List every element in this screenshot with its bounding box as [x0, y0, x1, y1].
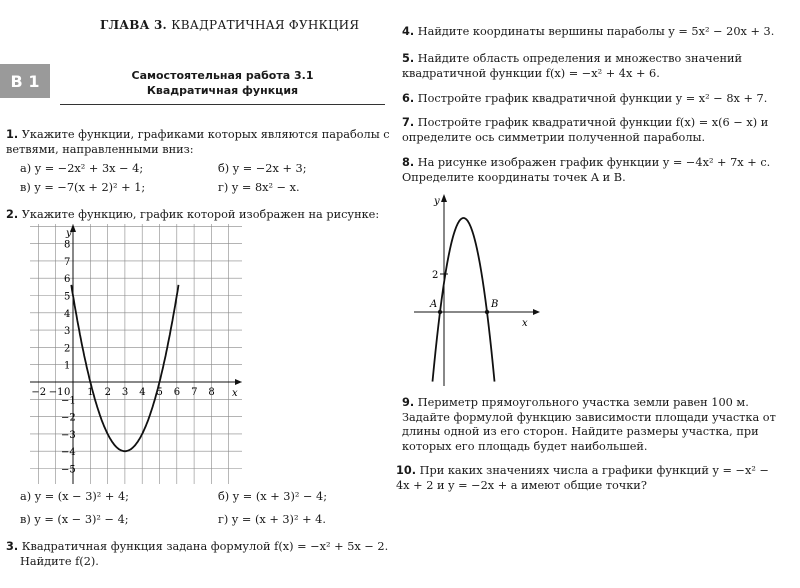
- x-axis-arrow: [235, 379, 242, 385]
- x-axis-label: x: [522, 318, 528, 329]
- y-axis-label: y: [66, 228, 72, 239]
- chapter-name: КВАДРАТИЧНАЯ ФУНКЦИЯ: [171, 18, 360, 32]
- y-tick-label: 5: [64, 291, 71, 303]
- y-tick-label: −4: [61, 447, 76, 459]
- question-text: На рисунке изображен график функции y = −4x² + 7x + c. Определите координаты точек A и B.: [402, 156, 771, 184]
- question-text: Найдите координаты вершины параболы y = 5x² − 20x + 3.: [417, 25, 775, 38]
- point-a-label: A: [430, 299, 438, 310]
- question-number: 9.: [402, 396, 415, 409]
- x-tick-label: 4: [139, 387, 146, 398]
- q2-option-d: г) y = (x + 3)² + 4.: [218, 513, 326, 526]
- chapter-header: [100, 18, 359, 32]
- question-8: [402, 156, 782, 185]
- x-tick-label: −1: [48, 387, 64, 398]
- y-tick-label: 7: [64, 256, 71, 268]
- question-number: 8.: [402, 156, 415, 169]
- question-10: [396, 464, 782, 493]
- question-number: 3.: [6, 540, 19, 553]
- x-tick-label: 7: [191, 387, 198, 398]
- question-text: Постройте график квадратичной функции y = x² − 8x + 7.: [417, 92, 768, 105]
- question-3: [6, 540, 391, 569]
- q1-option-d: г) y = 8x² − x.: [218, 181, 300, 194]
- question-number: 2.: [6, 208, 19, 221]
- question-1: [6, 128, 391, 157]
- q1-option-a: а) y = −2x² + 3x − 4;: [20, 162, 144, 175]
- y-tick-label: 3: [64, 326, 71, 338]
- q1-option-c: в) y = −7(x + 2)² + 1;: [20, 181, 146, 194]
- x-tick-label: 0: [64, 387, 71, 398]
- question-text-continued: Найдите f(2).: [20, 554, 99, 568]
- graph-parabola-upward: [30, 224, 242, 484]
- q1-option-b: б) y = −2x + 3;: [218, 162, 307, 175]
- point-b: [485, 310, 489, 314]
- x-tick-label: 5: [156, 387, 163, 398]
- question-number: 1.: [6, 128, 19, 141]
- question-number: 10.: [396, 464, 417, 477]
- question-text: Найдите область определения и множество значений квадратичной функции f(x) = −x² + 4x + 6.: [402, 52, 743, 80]
- question-number: 5.: [402, 52, 415, 65]
- q2-option-c: в) y = (x − 3)² − 4;: [20, 513, 129, 526]
- question-text: При каких значениях числа a графики функций y = −x² − 4x + 2 и y = −2x + a имеют общие точки?: [396, 464, 769, 492]
- question-number: 6.: [402, 92, 415, 105]
- y-axis-label: y: [434, 196, 440, 207]
- work-title-block: [60, 68, 385, 98]
- point-a: [438, 310, 442, 314]
- y-tick-label: 8: [64, 239, 71, 251]
- y-tick-label: −1: [61, 395, 76, 407]
- q2-option-a: а) y = (x − 3)² + 4;: [20, 490, 129, 503]
- x-axis-label: x: [232, 388, 238, 399]
- q2-option-b: б) y = (x + 3)² − 4;: [218, 490, 328, 503]
- x-axis-arrow: [533, 309, 540, 315]
- work-title: Самостоятельная работа 3.1: [131, 69, 314, 82]
- question-2: [6, 208, 391, 223]
- x-tick-label: 6: [173, 387, 181, 398]
- question-9: [402, 396, 782, 454]
- parabola-curve: [433, 218, 495, 382]
- graph-parabola-downward: [410, 190, 540, 386]
- question-4: [402, 25, 792, 40]
- question-text: Укажите функции, графиками которых являются параболы с ветвями, направленными вниз:: [6, 128, 390, 156]
- y-tick-label: −3: [61, 429, 76, 441]
- question-7: [402, 116, 782, 145]
- work-subtitle: Квадратичная функция: [146, 84, 299, 97]
- y-tick-label: 1: [64, 360, 71, 372]
- question-5: [402, 52, 782, 81]
- question-text: Квадратичная функция задана формулой f(x) = −x² + 5x − 2.: [21, 540, 389, 553]
- y-tick-label: 4: [64, 308, 71, 320]
- header-divider: [60, 104, 385, 105]
- question-number: 4.: [402, 25, 415, 38]
- question-text: Укажите функцию, график которой изображен на рисунке:: [21, 208, 380, 221]
- question-text: Периметр прямоугольного участка земли равен 100 м. Задайте формулой функцию зависимости площади участка от длины одной из его сторон. Найдите размеры участка, при которых его площадь будет наибольшей.: [402, 396, 776, 453]
- y-tick-label: 2: [432, 270, 439, 281]
- x-tick-label: 3: [121, 387, 129, 398]
- y-axis-arrow: [441, 194, 447, 202]
- variant-badge: В 1: [0, 64, 50, 98]
- question-number: 7.: [402, 116, 415, 129]
- y-tick-label: −2: [61, 412, 76, 424]
- chapter-prefix: ГЛАВА 3.: [100, 18, 167, 32]
- x-tick-label: −2: [31, 387, 47, 398]
- point-b-label: B: [491, 299, 499, 310]
- y-tick-label: 6: [64, 274, 71, 286]
- x-tick-label: 2: [104, 387, 111, 398]
- y-tick-label: −5: [61, 464, 76, 476]
- question-text: Постройте график квадратичной функции f(x) = x(6 − x) и определите ось симметрии полученной параболы.: [402, 116, 769, 144]
- question-6: [402, 92, 792, 107]
- x-tick-label: 8: [208, 387, 215, 398]
- x-tick-label: 1: [87, 387, 94, 398]
- y-tick-label: 2: [64, 343, 71, 355]
